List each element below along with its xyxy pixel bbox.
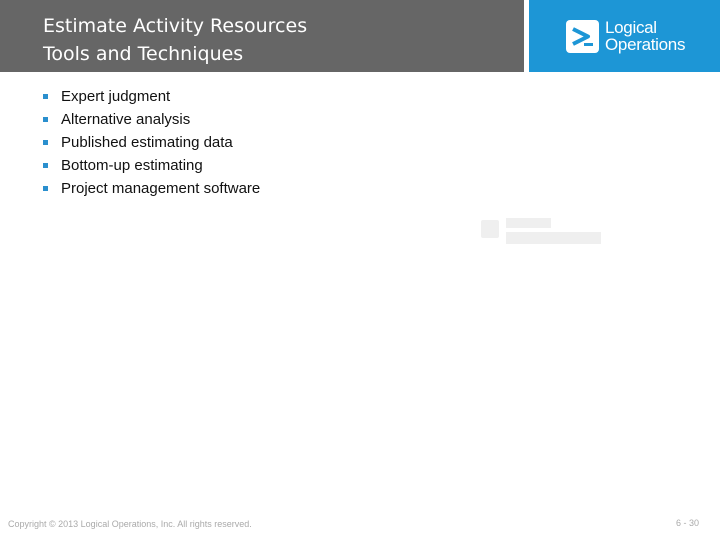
bullet-square-icon xyxy=(43,94,48,99)
bullet-text: Project management software xyxy=(61,180,261,197)
bullet-text: Published estimating data xyxy=(61,134,233,151)
logical-operations-logo-icon xyxy=(566,20,599,53)
bullet-text: Bottom-up estimating xyxy=(61,157,203,174)
logo-wordmark-line-2: Operations xyxy=(605,35,686,54)
footer-page-number: 6 - 30 xyxy=(675,518,699,528)
logo-wordmark-line-1: Logical xyxy=(605,18,657,37)
bullet-square-icon xyxy=(43,117,48,122)
bullet-square-icon xyxy=(43,163,48,168)
bullet-text: Expert judgment xyxy=(61,88,171,105)
company-logo xyxy=(529,0,720,72)
bullet-text: Alternative analysis xyxy=(61,111,191,128)
logo-watermark xyxy=(478,212,603,252)
logo-wordmark xyxy=(605,19,685,53)
bullet-square-icon xyxy=(43,186,48,191)
slide-title-line-1: Estimate Activity Resources xyxy=(43,15,308,37)
slide-title-line-2: Tools and Techniques xyxy=(43,43,244,65)
footer-copyright: Copyright © 2013 Logical Operations, Inc. All rights reserved. xyxy=(8,519,252,529)
bullet-square-icon xyxy=(43,140,48,145)
slide-title-bar xyxy=(0,0,524,72)
